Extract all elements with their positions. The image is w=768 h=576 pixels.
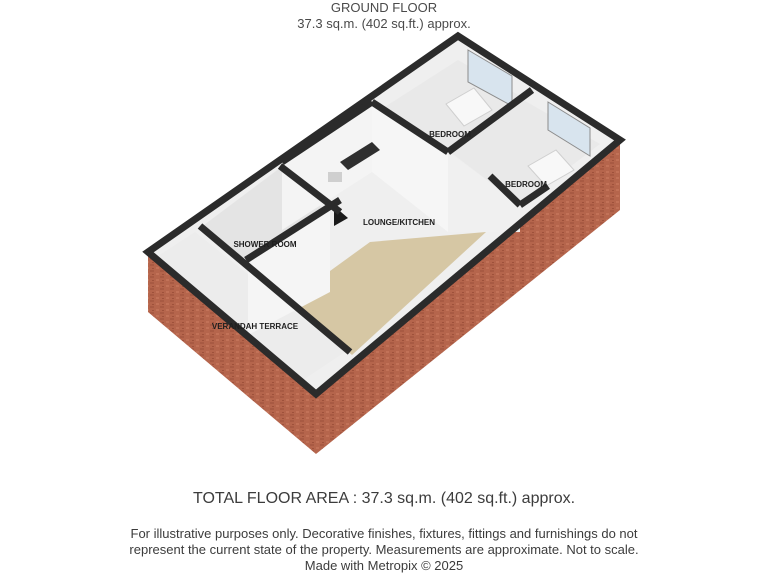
room-label-bedroom-1: BEDROOM <box>429 130 471 139</box>
disclaimer-line-1: For illustrative purposes only. Decorative finishes, fixtures, fittings and furnishings do not <box>130 526 638 541</box>
kitchen-sink <box>328 172 342 182</box>
credit-line: Made with Metropix © 2025 <box>304 558 464 573</box>
room-label-shower-room: SHOWER ROOM <box>233 240 297 249</box>
floor-area: 37.3 sq.m. (402 sq.ft.) approx. <box>297 16 471 31</box>
floor-title: GROUND FLOOR <box>330 0 438 15</box>
disclaimer-line-2: represent the current state of the property. Measurements are approximate. Not to scale. <box>129 542 639 557</box>
room-label-lounge-kitchen: LOUNGE/KITCHEN <box>363 218 435 227</box>
room-label-verandah-terrace: VERANDAH TERRACE <box>211 322 299 331</box>
total-floor-area: TOTAL FLOOR AREA : 37.3 sq.m. (402 sq.ft.) approx. <box>192 490 576 507</box>
room-label-bedroom-2: BEDROOM <box>505 180 547 189</box>
